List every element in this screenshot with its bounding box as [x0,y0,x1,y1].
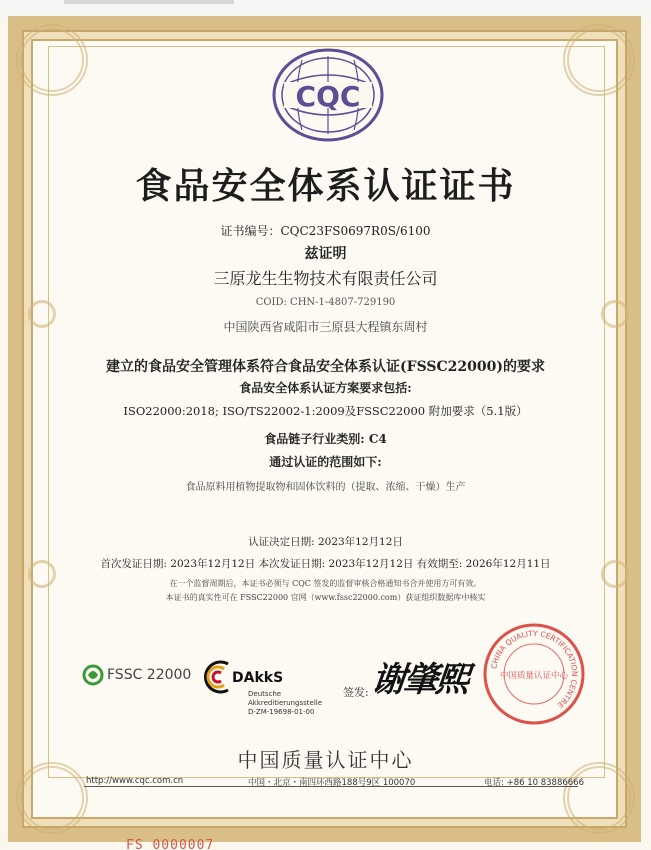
dakks-mark-icon [202,660,232,694]
food-chain-category: 食品链子行业类别: C4 [264,432,387,446]
dakks-line2: Akkreditierungsstelle [248,699,323,707]
seal-inner-text: 中国质量认证中心 [499,671,569,681]
footer-url[interactable]: http://www.cqc.com.cn [86,776,184,786]
fssc-leaf-icon [82,664,104,686]
dakks-title: DAkkS [232,670,284,686]
coid: COID: CHN-1-4807-729190 [255,297,396,308]
official-seal [482,622,586,726]
scroll-indicator [64,0,234,4]
certification-scope: 食品原料用植物提取物和固体饮料的（提取、浓缩、干燥）生产 [185,482,466,493]
fssc-label: FSSC 22000 [107,667,192,683]
cqc-logo [272,46,384,144]
certificate-number: 证书编号：CQC23FS0697R0S/6100 [220,224,431,238]
fssc-logo [82,664,191,686]
dakks-line3: D-ZM-19698-01-00 [248,708,315,716]
issue-dates: 首次发证日期: 2023年12月12日 本次发证日期: 2023年12月12日 有效期至: 2026年12月11日 [100,558,551,570]
issuing-organization: 中国质量认证中心 [237,748,414,772]
dakks-line1: Deutsche [248,690,282,698]
company-name: 三原龙生生物技术有限责任公司 [213,269,438,288]
scope-heading: 通过认证的范围如下: [269,455,382,469]
footer-telephone: 电话: +86 10 83886666 [484,778,584,788]
certificate-title: 食品安全体系认证证书 [135,166,516,207]
logo-text: CQC [295,80,361,113]
corner-ornament [16,24,88,96]
serial-number: FS 0000007 [126,838,215,850]
corner-ornament [563,24,635,96]
standards-list: ISO22000:2018; ISO/TS22002-1:2009及FSSC22000 附加要求（5.1版） [123,404,528,418]
seal-outer-text: CHINA QUALITY CERTIFICATION CENTRE [489,628,580,710]
signature: 谢肇熙 [369,660,470,700]
footer-address: 中国・北京・南四环西路188号9区 100070 [248,778,416,788]
signature-label: 签发: [343,686,369,699]
company-address: 中国陕西省咸阳市三原县大程镇东周村 [223,320,428,334]
verification-note: 本证书的真实性可在 FSSC22000 官网（www.fssc22000.com）获证组织数据库中核实 [165,593,486,602]
requirement-statement: 建立的食品安全管理体系符合食品安全体系认证(FSSC22000)的要求 [106,359,545,375]
decision-date: 认证决定日期: 2023年12月12日 [248,536,403,548]
scheme-requirements: 食品安全体系认证方案要求包括: [239,381,412,395]
hereby-certify: 兹证明 [304,246,347,262]
validity-note: 在一个监督周期后，本证书必须与 CQC 签发的监督审核合格通知书合并使用方可有效。 [169,579,482,588]
svg-text:CHINA QUALITY CERTIFICATION CE [489,629,579,710]
dakks-logo [202,660,342,722]
